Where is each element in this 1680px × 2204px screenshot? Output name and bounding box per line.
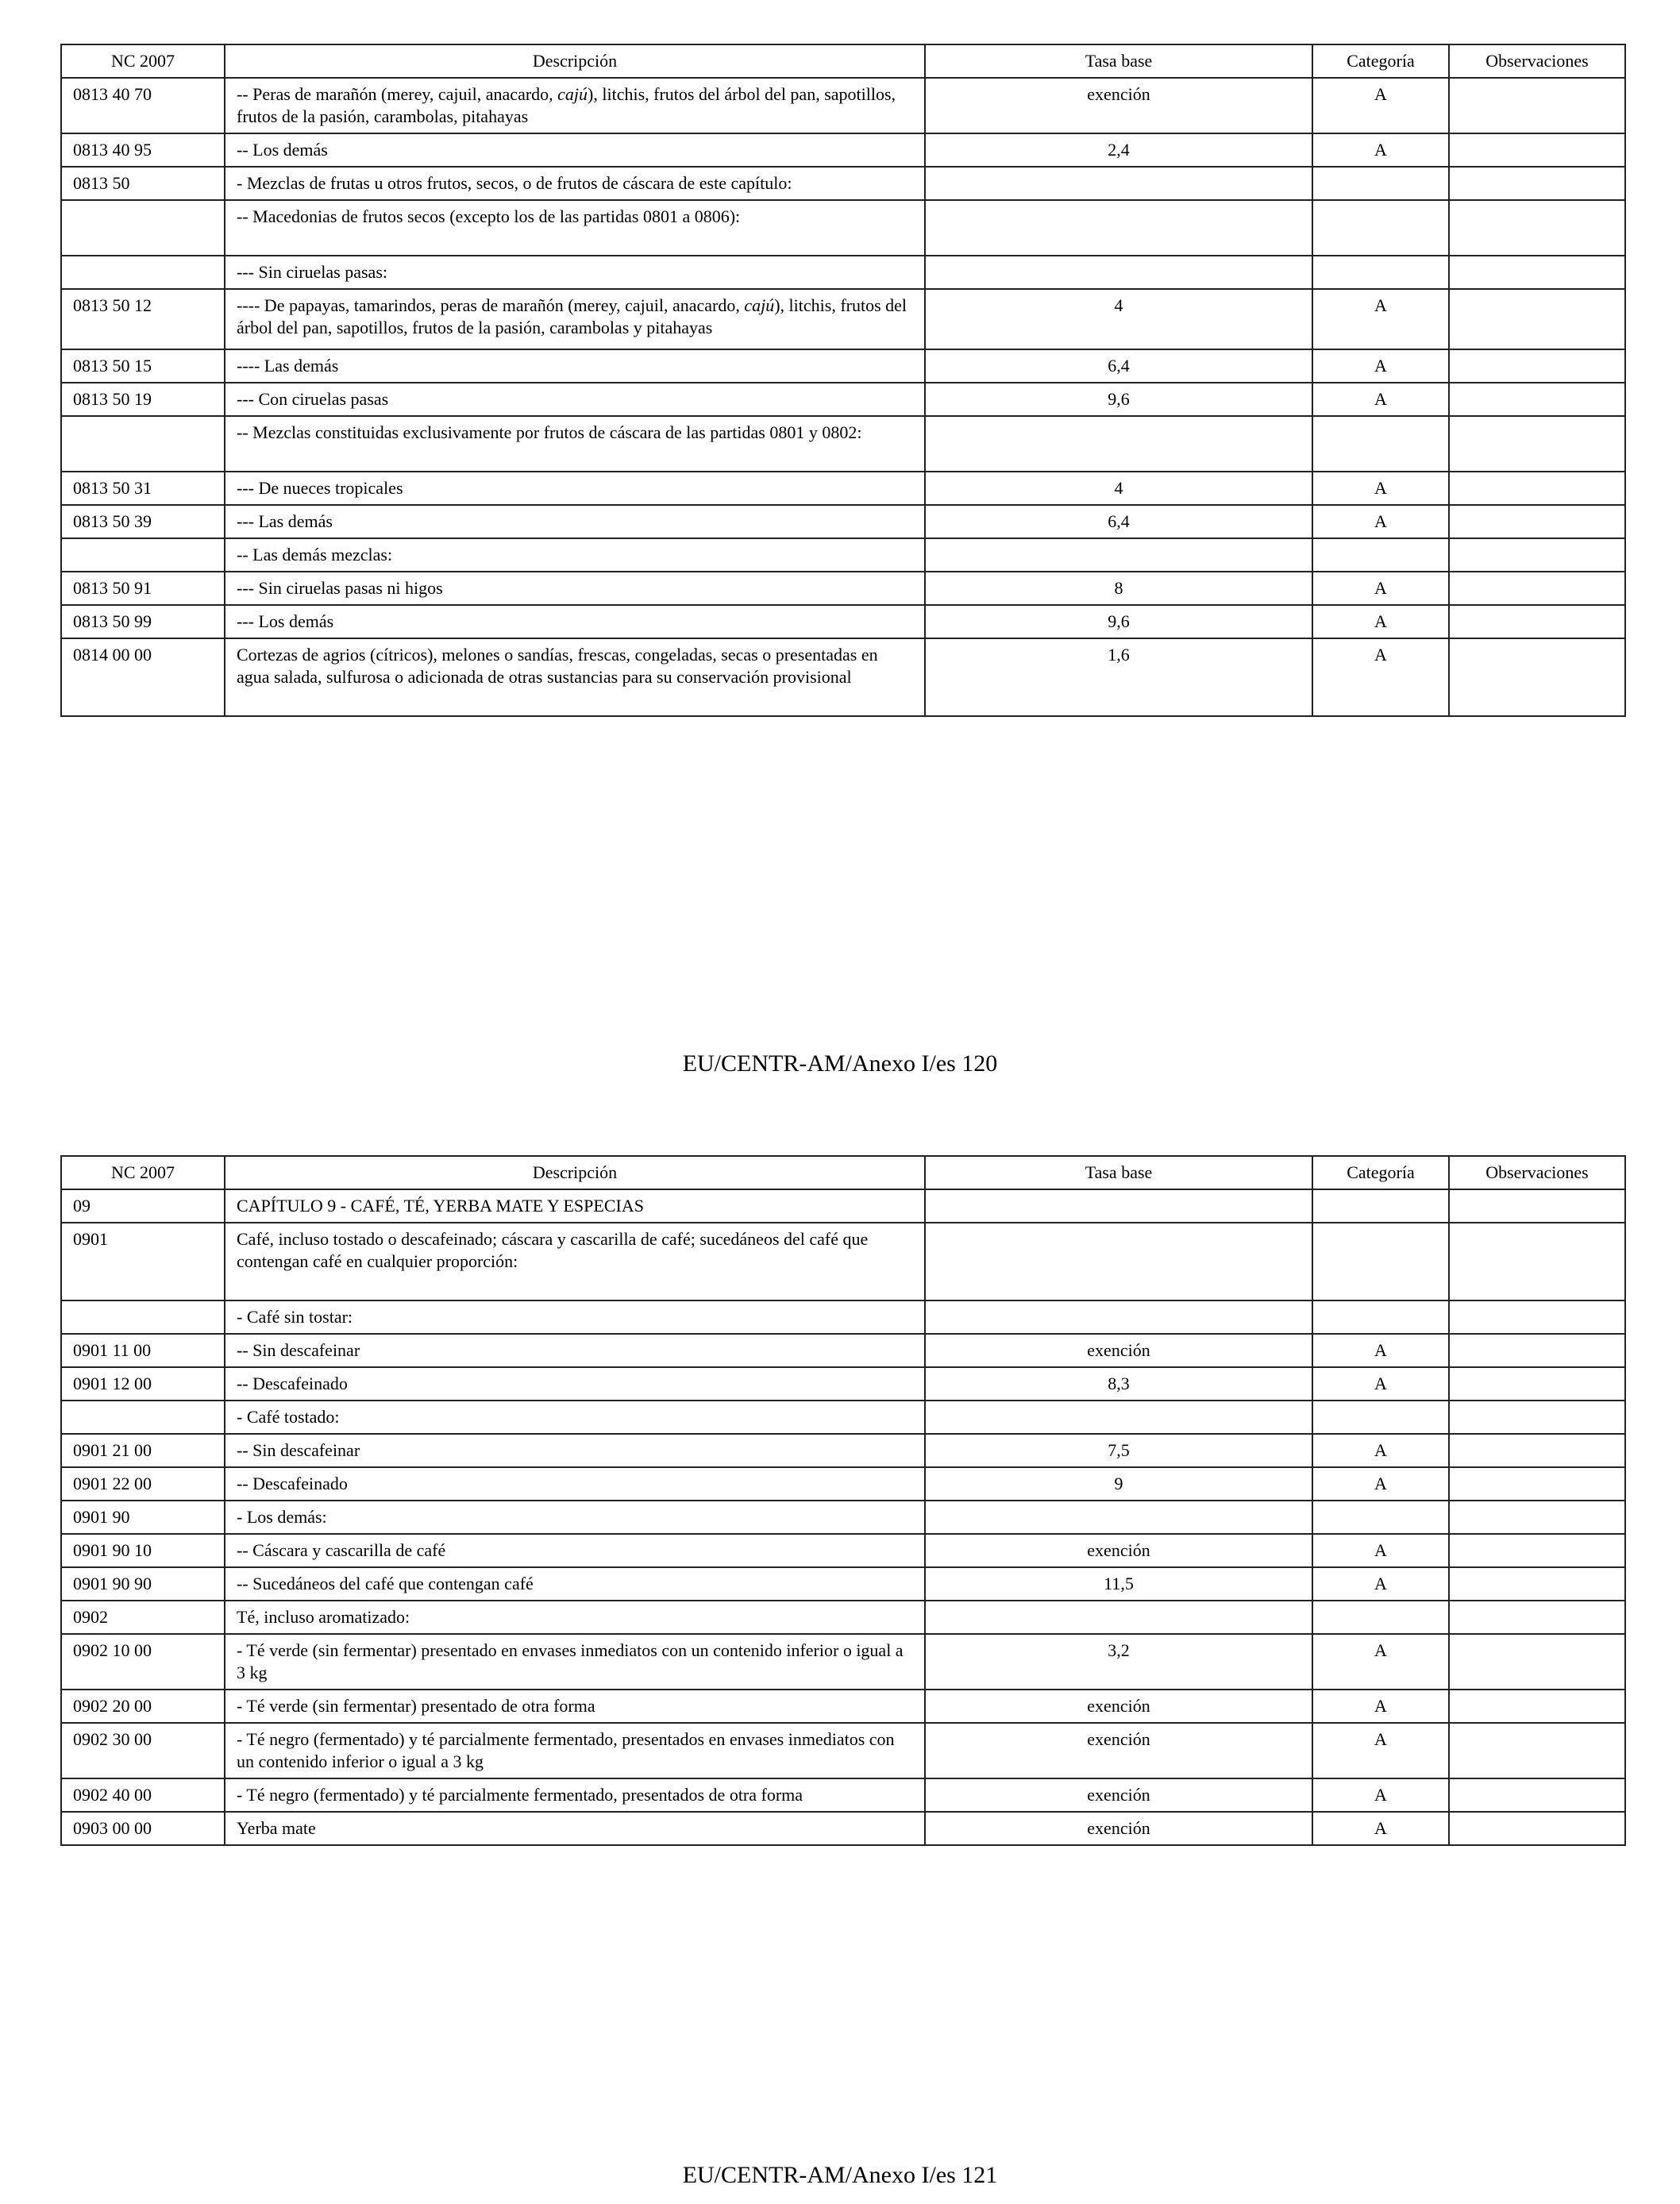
table-row <box>61 638 1625 716</box>
category: A <box>1312 1567 1449 1601</box>
nc-code: 0813 50 19 <box>61 383 225 416</box>
observations <box>1449 383 1625 416</box>
nc-code: 0813 50 <box>61 167 225 200</box>
nc-code: 09 <box>61 1189 225 1223</box>
base-rate: 3,2 <box>925 1634 1312 1690</box>
table-row <box>61 1401 1625 1434</box>
category <box>1312 1189 1449 1223</box>
observations <box>1449 1223 1625 1300</box>
description: --- Los demás <box>225 605 925 638</box>
description-italic: cajú <box>557 84 588 104</box>
category <box>1312 416 1449 472</box>
nc-code: 0902 30 00 <box>61 1723 225 1778</box>
category <box>1312 1223 1449 1300</box>
header-nc: NC 2007 <box>61 1156 225 1189</box>
observations <box>1449 1334 1625 1367</box>
category: A <box>1312 289 1449 349</box>
tariff-table-page-121 <box>60 1155 1626 1846</box>
base-rate <box>925 167 1312 200</box>
base-rate: 9 <box>925 1467 1312 1501</box>
observations <box>1449 1300 1625 1334</box>
description: --- Las demás <box>225 505 925 538</box>
nc-code: 0902 10 00 <box>61 1634 225 1690</box>
observations <box>1449 289 1625 349</box>
base-rate: exención <box>925 1812 1312 1845</box>
nc-code: 0901 12 00 <box>61 1367 225 1401</box>
tariff-table-page-120 <box>60 44 1626 717</box>
base-rate <box>925 1300 1312 1334</box>
observations <box>1449 1723 1625 1778</box>
nc-code: 0813 40 95 <box>61 133 225 167</box>
observations <box>1449 538 1625 572</box>
base-rate <box>925 416 1312 472</box>
observations <box>1449 1812 1625 1845</box>
table-row <box>61 1189 1625 1223</box>
category: A <box>1312 349 1449 383</box>
table-header-row <box>61 44 1625 78</box>
base-rate: exención <box>925 1690 1312 1723</box>
base-rate: 9,6 <box>925 605 1312 638</box>
nc-code: 0813 50 15 <box>61 349 225 383</box>
category: A <box>1312 1634 1449 1690</box>
base-rate: 4 <box>925 472 1312 505</box>
description: -- Los demás <box>225 133 925 167</box>
nc-code: 0813 50 91 <box>61 572 225 605</box>
nc-code <box>61 538 225 572</box>
description <box>225 289 925 349</box>
table-row <box>61 1567 1625 1601</box>
description: --- De nueces tropicales <box>225 472 925 505</box>
observations <box>1449 1601 1625 1634</box>
table-row <box>61 1723 1625 1778</box>
description: -- Las demás mezclas: <box>225 538 925 572</box>
nc-code: 0901 90 90 <box>61 1567 225 1601</box>
description: - Café sin tostar: <box>225 1300 925 1334</box>
header-nc: NC 2007 <box>61 44 225 78</box>
observations <box>1449 1778 1625 1812</box>
nc-code <box>61 416 225 472</box>
description-part: ), litchis, frutos del árbol del pan, sapotillos, frutos de la pasión, carambolas, pitahayas <box>237 84 896 126</box>
description: - Café tostado: <box>225 1401 925 1434</box>
observations <box>1449 1501 1625 1534</box>
header-base-rate: Tasa base <box>925 44 1312 78</box>
observations <box>1449 78 1625 133</box>
header-base-rate: Tasa base <box>925 1156 1312 1189</box>
table-row <box>61 1601 1625 1634</box>
table-row <box>61 605 1625 638</box>
category: A <box>1312 1367 1449 1401</box>
nc-code <box>61 1300 225 1334</box>
category: A <box>1312 572 1449 605</box>
base-rate <box>925 538 1312 572</box>
description-italic: cajú <box>744 295 775 315</box>
base-rate <box>925 200 1312 256</box>
observations <box>1449 1467 1625 1501</box>
base-rate <box>925 1189 1312 1223</box>
table-row <box>61 472 1625 505</box>
observations <box>1449 133 1625 167</box>
table-row <box>61 538 1625 572</box>
description: --- Sin ciruelas pasas ni higos <box>225 572 925 605</box>
base-rate: 6,4 <box>925 505 1312 538</box>
header-observations: Observaciones <box>1449 44 1625 78</box>
header-category: Categoría <box>1312 1156 1449 1189</box>
table-row <box>61 1300 1625 1334</box>
table-row <box>61 572 1625 605</box>
observations <box>1449 572 1625 605</box>
nc-code: 0901 11 00 <box>61 1334 225 1367</box>
observations <box>1449 256 1625 289</box>
table-row <box>61 349 1625 383</box>
description: -- Descafeinado <box>225 1367 925 1401</box>
base-rate: 7,5 <box>925 1434 1312 1467</box>
description: - Té verde (sin fermentar) presentado en envases inmediatos con un contenido inferior o igual a 3 kg <box>225 1634 925 1690</box>
nc-code: 0901 90 10 <box>61 1534 225 1567</box>
base-rate <box>925 1401 1312 1434</box>
category <box>1312 538 1449 572</box>
category: A <box>1312 133 1449 167</box>
category: A <box>1312 1778 1449 1812</box>
description: --- Con ciruelas pasas <box>225 383 925 416</box>
description-part: ), litchis, frutos del árbol del pan, sapotillos, frutos de la pasión, carambolas y pitahayas <box>237 295 907 337</box>
observations <box>1449 1567 1625 1601</box>
page-footer-120: EU/CENTR-AM/Anexo I/es 120 <box>682 1050 998 1077</box>
nc-code: 0902 40 00 <box>61 1778 225 1812</box>
base-rate: 8,3 <box>925 1367 1312 1401</box>
category: A <box>1312 78 1449 133</box>
table-row <box>61 200 1625 256</box>
category <box>1312 1401 1449 1434</box>
base-rate: exención <box>925 78 1312 133</box>
description: -- Sin descafeinar <box>225 1334 925 1367</box>
description-part: -- Peras de marañón (merey, cajuil, anacardo, <box>237 84 558 104</box>
table-row <box>61 1223 1625 1300</box>
nc-code: 0813 50 99 <box>61 605 225 638</box>
header-description: Descripción <box>225 44 925 78</box>
base-rate: exención <box>925 1723 1312 1778</box>
category: A <box>1312 505 1449 538</box>
category: A <box>1312 1334 1449 1367</box>
observations <box>1449 1189 1625 1223</box>
table-row <box>61 1367 1625 1401</box>
category <box>1312 1601 1449 1634</box>
header-observations: Observaciones <box>1449 1156 1625 1189</box>
description <box>225 78 925 133</box>
base-rate <box>925 1223 1312 1300</box>
description-part: ---- De papayas, tamarindos, peras de marañón (merey, cajuil, anacardo, <box>237 295 745 315</box>
table-row <box>61 383 1625 416</box>
category <box>1312 256 1449 289</box>
category: A <box>1312 1434 1449 1467</box>
table-row <box>61 1467 1625 1501</box>
nc-code: 0814 00 00 <box>61 638 225 716</box>
nc-code <box>61 1401 225 1434</box>
table-row <box>61 505 1625 538</box>
description: ---- Las demás <box>225 349 925 383</box>
category: A <box>1312 605 1449 638</box>
category <box>1312 200 1449 256</box>
description: Café, incluso tostado o descafeinado; cáscara y cascarilla de café; sucedáneos del café que contengan café en cualquier proporción: <box>225 1223 925 1300</box>
nc-code: 0902 <box>61 1601 225 1634</box>
table-row <box>61 167 1625 200</box>
base-rate: 1,6 <box>925 638 1312 716</box>
observations <box>1449 1534 1625 1567</box>
page-footer-121: EU/CENTR-AM/Anexo I/es 121 <box>682 2162 998 2188</box>
table-row <box>61 1434 1625 1467</box>
base-rate: 6,4 <box>925 349 1312 383</box>
nc-code: 0901 21 00 <box>61 1434 225 1467</box>
base-rate <box>925 1501 1312 1534</box>
observations <box>1449 349 1625 383</box>
description: Yerba mate <box>225 1812 925 1845</box>
description: -- Sucedáneos del café que contengan café <box>225 1567 925 1601</box>
observations <box>1449 1434 1625 1467</box>
base-rate: 11,5 <box>925 1567 1312 1601</box>
observations <box>1449 472 1625 505</box>
nc-code: 0901 <box>61 1223 225 1300</box>
header-category: Categoría <box>1312 44 1449 78</box>
description: CAPÍTULO 9 - CAFÉ, TÉ, YERBA MATE Y ESPECIAS <box>225 1189 925 1223</box>
table-row <box>61 1534 1625 1567</box>
nc-code: 0813 50 31 <box>61 472 225 505</box>
description: - Té negro (fermentado) y té parcialmente fermentado, presentados en envases inmediatos con un contenido inferior o igual a 3 kg <box>225 1723 925 1778</box>
table-header-row <box>61 1156 1625 1189</box>
description: -- Macedonias de frutos secos (excepto los de las partidas 0801 a 0806): <box>225 200 925 256</box>
observations <box>1449 1634 1625 1690</box>
table-row <box>61 256 1625 289</box>
nc-code: 0902 20 00 <box>61 1690 225 1723</box>
category: A <box>1312 638 1449 716</box>
nc-code: 0901 22 00 <box>61 1467 225 1501</box>
table-row <box>61 416 1625 472</box>
base-rate: 4 <box>925 289 1312 349</box>
category: A <box>1312 472 1449 505</box>
table-row <box>61 1334 1625 1367</box>
description: -- Mezclas constituidas exclusivamente por frutos de cáscara de las partidas 0801 y 0802: <box>225 416 925 472</box>
description: -- Cáscara y cascarilla de café <box>225 1534 925 1567</box>
description: - Té negro (fermentado) y té parcialmente fermentado, presentados de otra forma <box>225 1778 925 1812</box>
observations <box>1449 200 1625 256</box>
table-row <box>61 1778 1625 1812</box>
category: A <box>1312 1534 1449 1567</box>
category: A <box>1312 1723 1449 1778</box>
category: A <box>1312 383 1449 416</box>
category: A <box>1312 1467 1449 1501</box>
table-row <box>61 1812 1625 1845</box>
table-row <box>61 289 1625 349</box>
category <box>1312 167 1449 200</box>
base-rate: exención <box>925 1534 1312 1567</box>
base-rate: 2,4 <box>925 133 1312 167</box>
observations <box>1449 1367 1625 1401</box>
observations <box>1449 638 1625 716</box>
description: Té, incluso aromatizado: <box>225 1601 925 1634</box>
table-row <box>61 1634 1625 1690</box>
category: A <box>1312 1812 1449 1845</box>
nc-code: 0813 40 70 <box>61 78 225 133</box>
nc-code: 0903 00 00 <box>61 1812 225 1845</box>
base-rate: exención <box>925 1334 1312 1367</box>
header-description: Descripción <box>225 1156 925 1189</box>
table-row <box>61 78 1625 133</box>
description: -- Descafeinado <box>225 1467 925 1501</box>
base-rate <box>925 1601 1312 1634</box>
description: -- Sin descafeinar <box>225 1434 925 1467</box>
description: - Los demás: <box>225 1501 925 1534</box>
base-rate: exención <box>925 1778 1312 1812</box>
nc-code: 0813 50 12 <box>61 289 225 349</box>
base-rate: 8 <box>925 572 1312 605</box>
description: --- Sin ciruelas pasas: <box>225 256 925 289</box>
observations <box>1449 167 1625 200</box>
observations <box>1449 605 1625 638</box>
category: A <box>1312 1690 1449 1723</box>
category <box>1312 1501 1449 1534</box>
table-row <box>61 1501 1625 1534</box>
description: - Té verde (sin fermentar) presentado de otra forma <box>225 1690 925 1723</box>
nc-code <box>61 256 225 289</box>
category <box>1312 1300 1449 1334</box>
observations <box>1449 1401 1625 1434</box>
base-rate <box>925 256 1312 289</box>
table-row <box>61 133 1625 167</box>
nc-code: 0813 50 39 <box>61 505 225 538</box>
base-rate: 9,6 <box>925 383 1312 416</box>
description: Cortezas de agrios (cítricos), melones o sandías, frescas, congeladas, secas o presentadas en agua salada, sulfurosa o adicionada de otras sustancias para su conservación provisional <box>225 638 925 716</box>
observations <box>1449 1690 1625 1723</box>
table-row <box>61 1690 1625 1723</box>
observations <box>1449 505 1625 538</box>
nc-code <box>61 200 225 256</box>
nc-code: 0901 90 <box>61 1501 225 1534</box>
description: - Mezclas de frutas u otros frutos, secos, o de frutos de cáscara de este capítulo: <box>225 167 925 200</box>
observations <box>1449 416 1625 472</box>
